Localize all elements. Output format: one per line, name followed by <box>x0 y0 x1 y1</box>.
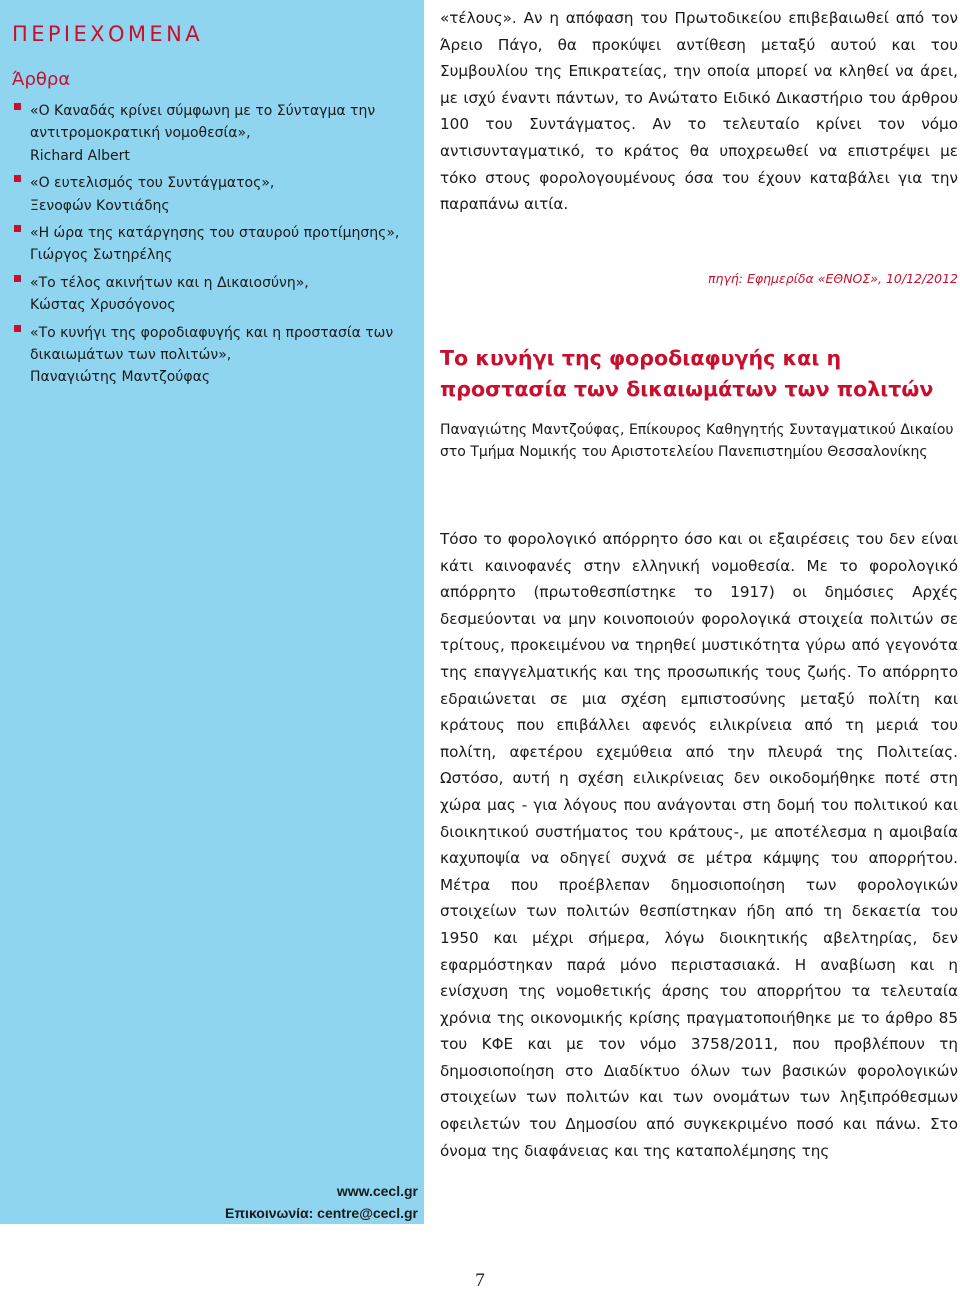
contact-email[interactable]: Επικοινωνία: centre@cecl.gr <box>225 1205 418 1221</box>
page-number: 7 <box>475 1270 485 1291</box>
article-link-title[interactable]: «Ο Καναδάς κρίνει σύμφωνη με το Σύνταγμα την αντιτρομοκρατική νομοθεσία», <box>30 103 376 142</box>
bullet-square-icon <box>14 275 21 282</box>
previous-article-paragraph: «τέλους». Αν η απόφαση του Πρωτοδικείου επιβεβαιωθεί από τον Άρειο Πάγο, θα προκύψει αντίθεση μεταξύ αυτού και του Συμβουλίου της Επικρατείας, την οποία μπορεί να κληθεί να άρει, με ισχύ έναντι πάντων, το Ανώτατο Ειδικό Δικαστήριο του άρθρου 100 του Συντάγματος. Αν το τελευταίο κρίνει τον νόμο αντισυνταγματικό, το κράτος θα υποχρεωθεί να επιστρέψει με τόκο στους φορολογουμένους όσα του έχουν καταβάλει για την παραπάνω αιτία. <box>440 9 958 214</box>
website-link[interactable]: www.cecl.gr <box>336 1183 418 1199</box>
list-item[interactable] <box>14 222 410 267</box>
contents-sidebar <box>0 0 424 1224</box>
sidebar-footer <box>225 1180 418 1224</box>
article-link-title[interactable]: «Ο ευτελισμός του Συντάγματος», <box>30 175 275 192</box>
bullet-square-icon <box>14 225 21 232</box>
article-link-title[interactable]: «Το τέλος ακινήτων και η Δικαιοσύνη», <box>30 274 309 291</box>
article-byline: Παναγιώτης Μαντζούφας, Επίκουρος Καθηγητής Συνταγματικού Δικαίου στο Τμήμα Νομικής του Αριστοτελείου Πανεπιστημίου Θεσσαλονίκης <box>440 422 954 460</box>
list-item[interactable] <box>14 100 410 167</box>
article-author: Ξενοφών Κοντιάδης <box>30 197 170 214</box>
article-author: Γιώργος Σωτηρέλης <box>30 247 173 264</box>
articles-list <box>14 100 410 394</box>
article-body-paragraph: Τόσο το φορολογικό απόρρητο όσο και οι εξαιρέσεις του δεν είναι κάτι καινοφανές στην ελληνική νομοθεσία. Με το φορολογικό απόρρητο (πρωτοθεσπίστηκε το 1917) οι δημόσιες Αρχές δεσμεύονται να μην κοινοποιούν φορολογικά στοιχεία πολιτών σε τρίτους, προκειμένου να τηρηθεί μυστικότητα γύρω από γεγονότα της επαγγελματικής και της προσωπικής τους ζωής. Το απόρρητο εδραιώνεται σε μια σχέση εμπιστοσύνης μεταξύ πολίτη και κράτους που επιβάλλει αφενός ειλικρίνεια από τη μεριά του πολίτη, αφετέρου εχεμύθεια από την πλευρά της Πολιτείας. Ωστόσο, αυτή η σχέση ειλικρίνειας δεν οικοδομήθηκε ποτέ στη χώρα μας - για λόγους που ανάγονται στη δομή του πολιτικού και διοικητικού συστήματος του κράτους-, με αποτέλεσμα η αμοιβαία καχυποψία να οδηγεί συχνά σε μέτρα κάμψης του απορρήτου. Μέτρα που προέβλεπαν δημοσιοποίηση των φορολογικών στοιχείων των πολιτών θεσπίστηκαν ήδη από τη δεκαετία του 1950 και μέχρι σήμερα, λόγω διοικητικής αβελτηρίας, δεν εφαρμόστηκαν παρά μόνο περιστασιακά. Η αναβίωση και η ενίσχυση της νομοθετικής άρσης του απορρήτου τα τελευταία χρόνια της οικονομικής κρίσης πραγματοποιήθηκε με το άρθρο 85 του ΚΦΕ και με τον νόμο 3758/2011, που προβλέπουν τη δημοσιοποίηση στο Διαδίκτυο όλων των βασικών φορολογικών στοιχείων των πολιτών και των ονομάτων των ληξιπρόθεσμων οφειλετών του Δημοσίου από συγκεκριμένο ποσό και πάνω. Στο όνομα της διαφάνειας και της καταπολέμησης της <box>440 530 958 1160</box>
bullet-square-icon <box>14 103 21 110</box>
article-link-title[interactable]: «Η ώρα της κατάργησης του σταυρού προτίμησης», <box>30 225 400 242</box>
contents-heading: ΠΕΡΙΕΧΟΜΕΝΑ <box>12 22 203 46</box>
bullet-square-icon <box>14 325 21 332</box>
article-author: Παναγιώτης Μαντζούφας <box>30 369 211 386</box>
bullet-square-icon <box>14 175 21 182</box>
list-item[interactable] <box>14 172 410 217</box>
source-citation: πηγή: Εφημερίδα «ΕΘΝΟΣ», 10/12/2012 <box>708 271 958 286</box>
article-title: Το κυνήγι της φοροδιαφυγής και η προστασία των δικαιωμάτων των πολιτών <box>440 346 934 401</box>
list-item[interactable] <box>14 272 410 317</box>
articles-section-label: Άρθρα <box>12 69 71 90</box>
list-item[interactable] <box>14 322 410 389</box>
article-author: Κώστας Χρυσόγονος <box>30 297 176 314</box>
article-link-title[interactable]: «Το κυνήγι της φοροδιαφυγής και η προστασία των δικαιωμάτων των πολιτών», <box>30 324 394 364</box>
article-author: Richard Albert <box>30 147 130 164</box>
